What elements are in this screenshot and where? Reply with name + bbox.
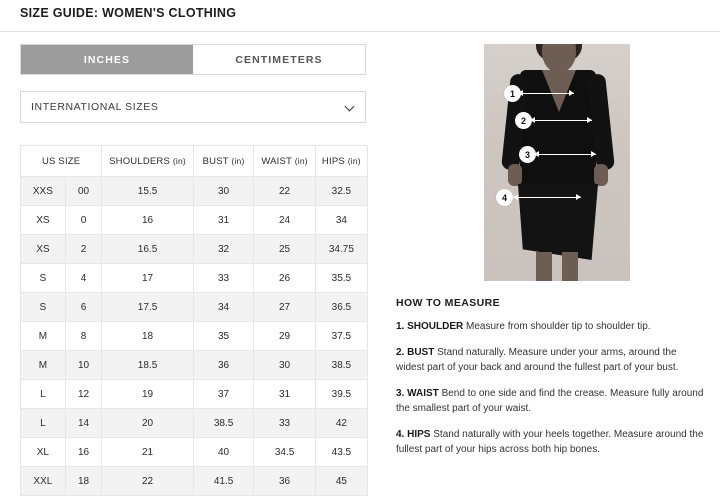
hips-measure-line xyxy=(513,197,581,198)
table-row xyxy=(21,351,368,380)
table-cell: 37 xyxy=(193,380,254,409)
column-header-waist xyxy=(254,146,315,177)
model-leg-right xyxy=(562,252,578,281)
column-header-hips-label: HIPS xyxy=(321,155,345,167)
table-cell: S xyxy=(21,264,66,293)
size-chart-table xyxy=(20,145,368,496)
table-row xyxy=(21,235,368,264)
size-system-selected-value: INTERNATIONAL SIZES xyxy=(31,101,159,113)
table-cell: 19 xyxy=(102,380,193,409)
table-cell: 36 xyxy=(193,351,254,380)
table-cell: 39.5 xyxy=(315,380,367,409)
table-cell: XXS xyxy=(21,177,66,206)
marker-4-hips: 4 xyxy=(496,189,513,206)
size-system-select[interactable] xyxy=(20,91,366,123)
table-cell: 45 xyxy=(315,467,367,496)
table-cell: 2 xyxy=(65,235,102,264)
model-leg-left xyxy=(536,252,552,281)
table-row xyxy=(21,264,368,293)
model-dress-skirt xyxy=(518,184,598,260)
table-row xyxy=(21,177,368,206)
table-cell: 22 xyxy=(102,467,193,496)
table-cell: 42 xyxy=(315,409,367,438)
table-cell: 17 xyxy=(102,264,193,293)
table-cell: 38.5 xyxy=(315,351,367,380)
table-cell: 43.5 xyxy=(315,438,367,467)
how-to-measure-item-lead: 2. BUST xyxy=(396,347,435,358)
table-row xyxy=(21,380,368,409)
table-cell: XS xyxy=(21,206,66,235)
table-cell: 41.5 xyxy=(193,467,254,496)
table-cell: 00 xyxy=(65,177,102,206)
table-row xyxy=(21,467,368,496)
waist-measure-line xyxy=(534,154,596,155)
table-cell: 32.5 xyxy=(315,177,367,206)
chevron-down-icon xyxy=(346,103,355,112)
table-row xyxy=(21,409,368,438)
table-cell: 29 xyxy=(254,322,315,351)
table-cell: 22 xyxy=(254,177,315,206)
table-header-row xyxy=(21,146,368,177)
column-header-shoulders-label: SHOULDERS xyxy=(109,155,171,167)
how-to-measure-item xyxy=(396,319,704,334)
column-header-us-size: US SIZE xyxy=(21,146,102,177)
column-header-hips xyxy=(315,146,367,177)
how-to-measure-list xyxy=(396,319,704,457)
table-cell: M xyxy=(21,322,66,351)
how-to-measure-item xyxy=(396,345,704,375)
table-cell: M xyxy=(21,351,66,380)
table-cell: 27 xyxy=(254,293,315,322)
marker-1-shoulder: 1 xyxy=(504,85,521,102)
how-to-measure-item-lead: 4. HIPS xyxy=(396,429,431,440)
table-cell: 31 xyxy=(254,380,315,409)
table-cell: 30 xyxy=(254,351,315,380)
model-photo xyxy=(484,44,630,281)
table-cell: L xyxy=(21,409,66,438)
table-cell: 21 xyxy=(102,438,193,467)
table-cell: 37.5 xyxy=(315,322,367,351)
how-to-measure-item-text: Measure from shoulder tip to shoulder tip. xyxy=(463,321,651,332)
table-cell: 31 xyxy=(193,206,254,235)
table-cell: L xyxy=(21,380,66,409)
table-cell: 25 xyxy=(254,235,315,264)
table-cell: 33 xyxy=(254,409,315,438)
table-cell: 16 xyxy=(65,438,102,467)
table-cell: 34 xyxy=(315,206,367,235)
how-to-measure-item-lead: 3. WAIST xyxy=(396,388,439,399)
table-cell: 12 xyxy=(65,380,102,409)
table-cell: 18.5 xyxy=(102,351,193,380)
table-cell: 16 xyxy=(102,206,193,235)
marker-2-bust: 2 xyxy=(515,112,532,129)
table-cell: 38.5 xyxy=(193,409,254,438)
table-row xyxy=(21,206,368,235)
how-to-measure-item-text: Stand naturally with your heels together. Measure around the fullest part of your hips across both hip bones. xyxy=(396,429,704,455)
column-header-bust-label: BUST xyxy=(202,155,229,167)
table-cell: S xyxy=(21,293,66,322)
column-header-hips-unit: (in) xyxy=(347,155,361,166)
table-cell: 35.5 xyxy=(315,264,367,293)
column-header-shoulders xyxy=(102,146,193,177)
table-cell: 15.5 xyxy=(102,177,193,206)
column-header-shoulders-unit: (in) xyxy=(172,155,186,166)
how-to-measure-item-lead: 1. SHOULDER xyxy=(396,321,464,332)
tab-centimeters[interactable]: CENTIMETERS xyxy=(235,53,323,66)
size-chart-body xyxy=(21,177,368,496)
table-cell: 18 xyxy=(65,467,102,496)
bust-measure-line xyxy=(530,120,592,121)
size-chart-header xyxy=(21,146,368,177)
table-cell: XS xyxy=(21,235,66,264)
table-cell: 36 xyxy=(254,467,315,496)
table-row xyxy=(21,438,368,467)
table-cell: 40 xyxy=(193,438,254,467)
table-cell: 4 xyxy=(65,264,102,293)
how-to-measure-item xyxy=(396,386,704,416)
shoulder-measure-line xyxy=(518,93,574,94)
model-hand-left xyxy=(508,164,522,186)
table-cell: XL xyxy=(21,438,66,467)
table-cell: 35 xyxy=(193,322,254,351)
table-cell: 16.5 xyxy=(102,235,193,264)
model-hand-right xyxy=(594,164,608,186)
table-cell: 17.5 xyxy=(102,293,193,322)
how-to-measure-title: HOW TO MEASURE xyxy=(396,297,500,309)
table-cell: 14 xyxy=(65,409,102,438)
table-cell: 18 xyxy=(102,322,193,351)
measurement-figure xyxy=(396,44,704,281)
table-cell: 34.5 xyxy=(254,438,315,467)
right-column xyxy=(396,44,704,468)
column-header-waist-unit: (in) xyxy=(294,155,308,166)
table-row xyxy=(21,293,368,322)
how-to-measure-item xyxy=(396,427,704,457)
column-header-bust xyxy=(193,146,254,177)
table-cell: 33 xyxy=(193,264,254,293)
table-row xyxy=(21,322,368,351)
table-cell: 36.5 xyxy=(315,293,367,322)
column-header-waist-label: WAIST xyxy=(261,155,292,167)
tab-inches[interactable]: INCHES xyxy=(21,45,193,74)
marker-3-waist: 3 xyxy=(519,146,536,163)
how-to-measure-item-text: Stand naturally. Measure under your arms, around the widest part of your back and around the fullest part of your bust. xyxy=(396,347,679,373)
table-cell: 10 xyxy=(65,351,102,380)
table-cell: 32 xyxy=(193,235,254,264)
left-column xyxy=(20,44,368,496)
unit-tab-group xyxy=(20,44,366,75)
table-cell: 34.75 xyxy=(315,235,367,264)
title-divider xyxy=(0,31,720,32)
page-title: SIZE GUIDE: WOMEN'S CLOTHING xyxy=(20,6,237,20)
table-cell: 34 xyxy=(193,293,254,322)
table-cell: 0 xyxy=(65,206,102,235)
table-cell: 24 xyxy=(254,206,315,235)
column-header-bust-unit: (in) xyxy=(231,155,245,166)
table-cell: XXL xyxy=(21,467,66,496)
how-to-measure-item-text: Bend to one side and find the crease. Measure fully around the smallest part of your waist. xyxy=(396,388,704,414)
table-cell: 20 xyxy=(102,409,193,438)
table-cell: 8 xyxy=(65,322,102,351)
table-cell: 30 xyxy=(193,177,254,206)
table-cell: 6 xyxy=(65,293,102,322)
table-cell: 26 xyxy=(254,264,315,293)
